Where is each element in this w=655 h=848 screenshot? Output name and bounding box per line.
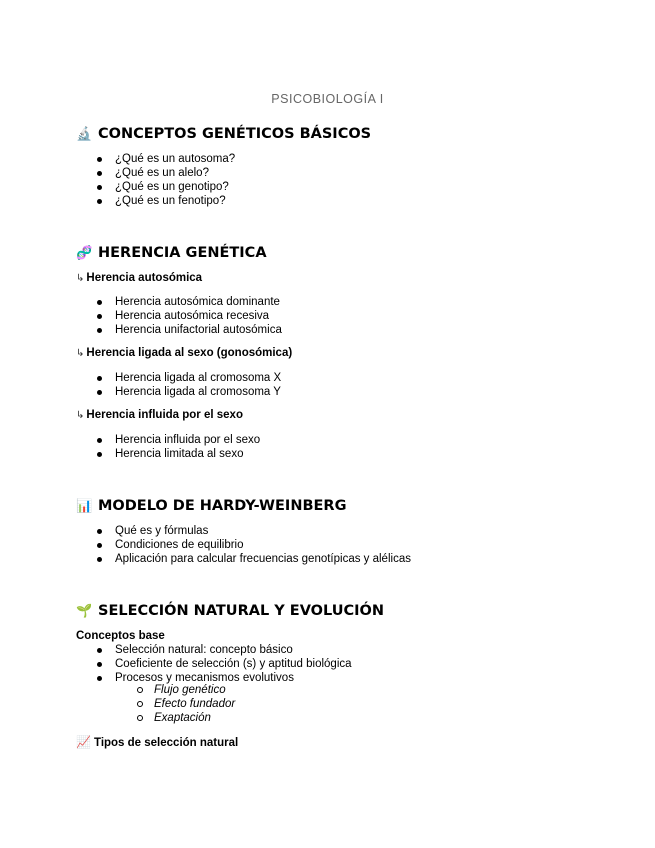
list-item: Herencia ligada al cromosoma X <box>95 371 281 385</box>
list-item: Herencia autosómica dominante <box>95 295 282 309</box>
list-item: Coeficiente de selección (s) y aptitud biológica <box>95 657 352 671</box>
list-item: Herencia autosómica recesiva <box>95 309 282 323</box>
list-item: Condiciones de equilibrio <box>95 538 411 552</box>
arrow-icon: ↳ <box>76 273 85 284</box>
list-item: Herencia limitada al sexo <box>95 447 260 461</box>
sublist-item: Flujo genético <box>135 683 235 697</box>
list-item: ¿Qué es un genotipo? <box>95 180 235 194</box>
subsection-heading-ligada-sexo: ↳ Herencia ligada al sexo (gonosómica) <box>76 347 293 359</box>
list-item: Aplicación para calcular frecuencias genotípicas y alélicas <box>95 552 411 566</box>
section-heading-hardy-weinberg: 📊 MODELO DE HARDY-WEINBERG <box>76 498 347 514</box>
list-item: Qué es y fórmulas <box>95 524 411 538</box>
trending-up-icon: 📈 <box>76 735 91 749</box>
subsection-heading-influida-sexo: ↳ Herencia influida por el sexo <box>76 409 243 421</box>
list-seleccion-natural <box>95 643 352 685</box>
list-item: ¿Qué es un autosoma? <box>95 152 235 166</box>
sublist-item: Efecto fundador <box>135 697 235 711</box>
dna-icon: 🧬 <box>76 246 93 261</box>
subsection-heading-conceptos-base: Conceptos base <box>76 630 165 642</box>
list-item: ¿Qué es un alelo? <box>95 166 235 180</box>
section-heading-seleccion-natural: 🌱 SELECCIÓN NATURAL Y EVOLUCIÓN <box>76 603 384 619</box>
list-item: Herencia unifactorial autosómica <box>95 323 282 337</box>
bar-chart-icon: 📊 <box>76 499 93 514</box>
seedling-icon: 🌱 <box>76 604 93 619</box>
subsection-heading-autosomica: ↳ Herencia autosómica <box>76 272 203 284</box>
subsection-heading-tipos-seleccion: 📈 Tipos de selección natural <box>76 735 239 749</box>
list-item: ¿Qué es un fenotipo? <box>95 194 235 208</box>
section-heading-herencia: 🧬 HERENCIA GENÉTICA <box>76 245 267 261</box>
sublist-mecanismos <box>135 683 235 725</box>
list-item: Procesos y mecanismos evolutivos <box>95 671 352 685</box>
list-influida-sexo <box>95 433 260 461</box>
document-title: PSICOBIOLOGÍA I <box>271 92 384 106</box>
list-ligada-sexo <box>95 371 281 399</box>
list-conceptos <box>95 152 235 208</box>
section-heading-conceptos: 🔬 CONCEPTOS GENÉTICOS BÁSICOS <box>76 126 372 142</box>
list-item: Herencia influida por el sexo <box>95 433 260 447</box>
list-item: Herencia ligada al cromosoma Y <box>95 385 281 399</box>
arrow-icon: ↳ <box>76 410 85 421</box>
list-autosomica <box>95 295 282 337</box>
arrow-icon: ↳ <box>76 348 85 359</box>
list-hardy-weinberg <box>95 524 411 566</box>
list-item: Selección natural: concepto básico <box>95 643 352 657</box>
microscope-icon: 🔬 <box>76 127 93 142</box>
sublist-item: Exaptación <box>135 711 235 725</box>
